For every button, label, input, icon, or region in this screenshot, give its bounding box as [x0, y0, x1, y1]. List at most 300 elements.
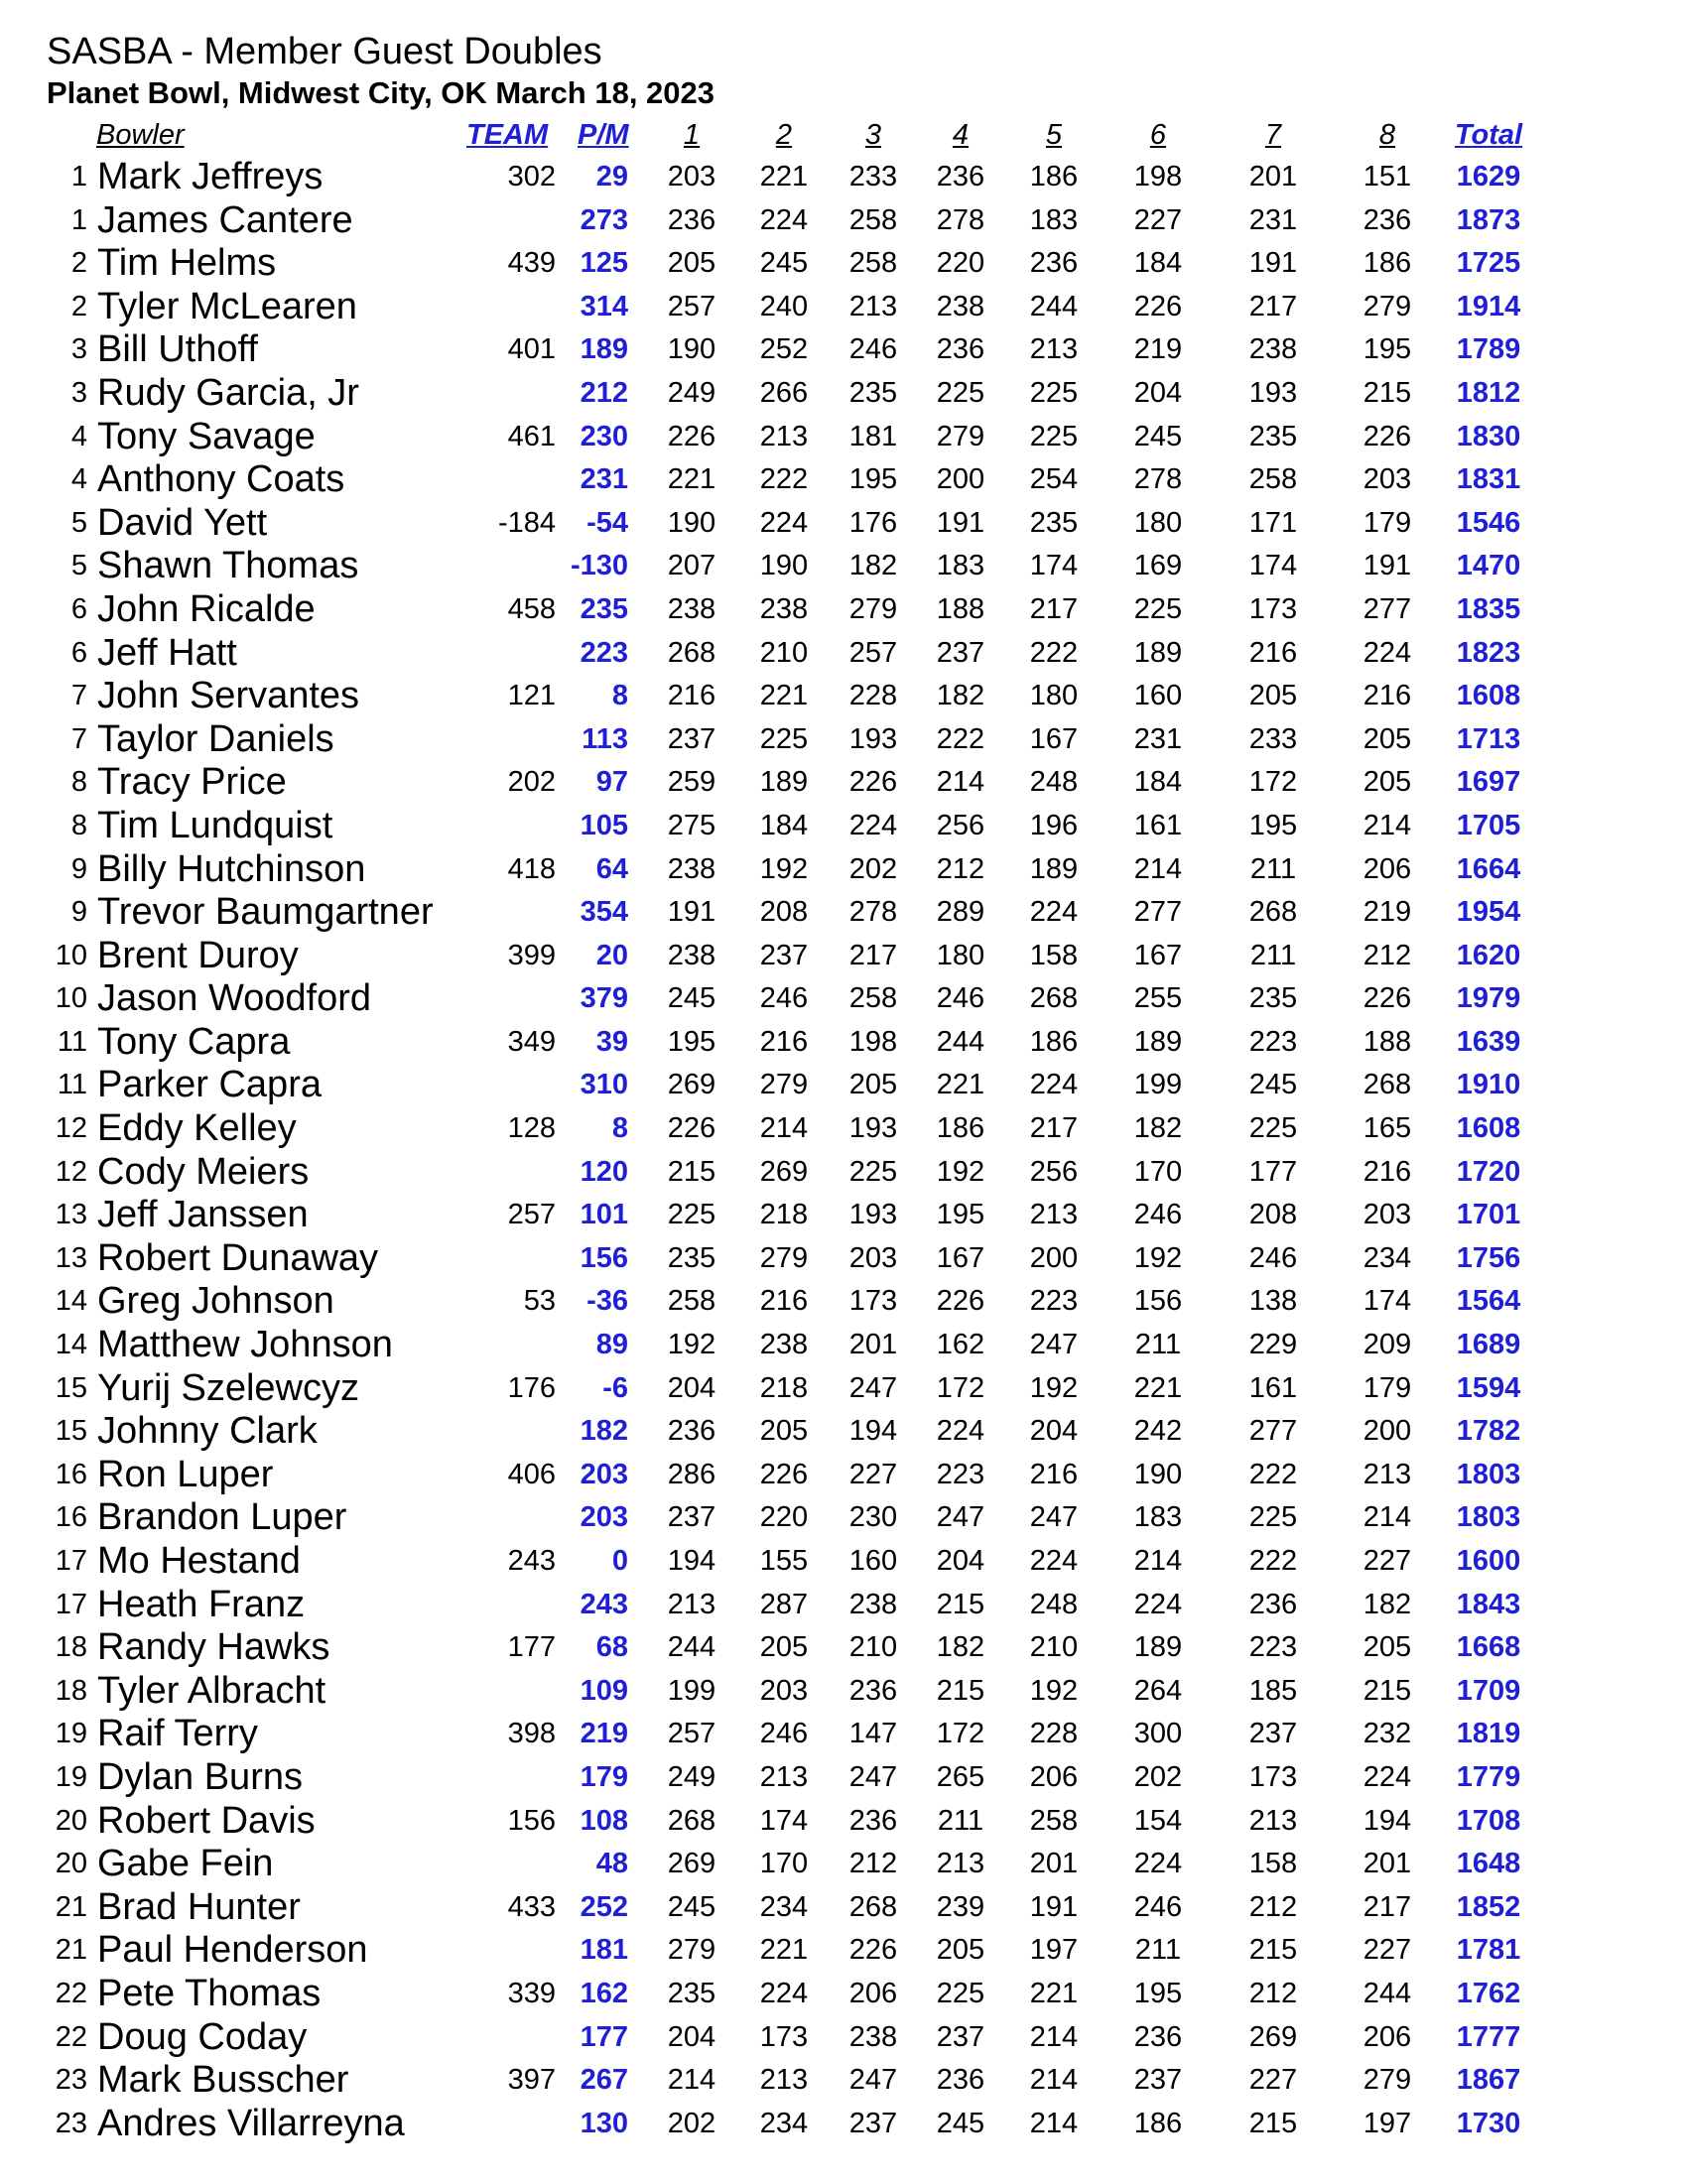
row-game-8: 151 [1363, 161, 1412, 193]
row-bowler-name: Heath Franz [97, 1583, 306, 1625]
row-total: 1709 [1456, 1674, 1521, 1707]
row-plus-minus: -130 [570, 550, 628, 582]
table-row [0, 458, 1688, 502]
row-game-8: 226 [1363, 982, 1412, 1015]
row-game-5: 196 [1029, 809, 1079, 841]
row-game-5: 236 [1029, 247, 1079, 280]
row-game-6: 199 [1133, 1069, 1183, 1101]
row-game-6: 204 [1133, 376, 1183, 409]
row-game-8: 209 [1363, 1329, 1412, 1361]
row-game-4: 172 [936, 1371, 985, 1404]
row-bowler-name: Matthew Johnson [97, 1324, 393, 1366]
row-bowler-name: Ron Luper [97, 1453, 274, 1495]
row-game-6: 221 [1133, 1371, 1183, 1404]
table-row [0, 1151, 1688, 1195]
row-team-score: 302 [507, 161, 556, 193]
row-game-8: 195 [1363, 333, 1412, 366]
row-bowler-name: Shawn Thomas [97, 545, 359, 587]
row-game-4: 221 [936, 1069, 985, 1101]
row-game-6: 202 [1133, 1760, 1183, 1793]
row-game-7: 174 [1248, 550, 1298, 582]
row-game-5: 248 [1029, 1588, 1079, 1620]
row-total: 1812 [1456, 376, 1521, 409]
table-row [0, 761, 1688, 805]
row-total: 1843 [1456, 1588, 1521, 1620]
row-game-2: 238 [759, 1329, 809, 1361]
row-plus-minus: 230 [580, 420, 628, 452]
row-game-8: 201 [1363, 1848, 1412, 1880]
row-place: 18 [55, 1674, 87, 1707]
row-game-7: 195 [1248, 809, 1298, 841]
row-game-7: 237 [1248, 1718, 1298, 1750]
row-game-7: 245 [1248, 1069, 1298, 1101]
row-bowler-name: Mark Busscher [97, 2059, 349, 2102]
row-bowler-name: Brent Duroy [97, 934, 299, 976]
row-game-3: 237 [848, 2107, 898, 2139]
row-total: 1705 [1456, 809, 1521, 841]
row-game-5: 158 [1029, 939, 1079, 971]
row-game-2: 224 [759, 1977, 809, 2009]
header-pm: P/M [578, 119, 629, 151]
row-game-4: 183 [936, 550, 985, 582]
document-title: SASBA - Member Guest Doubles [47, 31, 602, 72]
row-bowler-name: Billy Hutchinson [97, 847, 366, 890]
row-team-score: 458 [507, 592, 556, 625]
row-game-3: 278 [848, 896, 898, 929]
row-game-8: 268 [1363, 1069, 1412, 1101]
row-place: 2 [70, 290, 87, 322]
row-game-6: 161 [1133, 809, 1183, 841]
row-game-1: 214 [667, 2064, 716, 2097]
row-bowler-name: Greg Johnson [97, 1280, 334, 1323]
row-plus-minus: 108 [580, 1804, 628, 1837]
row-team-score: 53 [523, 1285, 556, 1318]
row-game-7: 233 [1248, 722, 1298, 755]
row-game-6: 182 [1133, 1112, 1183, 1145]
row-game-5: 214 [1029, 2020, 1079, 2053]
row-bowler-name: Paul Henderson [97, 1929, 368, 1972]
table-row [0, 891, 1688, 935]
row-total: 1713 [1456, 722, 1521, 755]
row-plus-minus: 156 [580, 1241, 628, 1274]
row-game-1: 245 [667, 1890, 716, 1923]
row-game-5: 180 [1029, 680, 1079, 712]
row-game-8: 174 [1363, 1285, 1412, 1318]
row-game-6: 236 [1133, 2020, 1183, 2053]
row-plus-minus: 113 [582, 722, 628, 755]
row-game-3: 279 [848, 592, 898, 625]
row-game-4: 223 [936, 1458, 985, 1490]
row-game-3: 181 [848, 420, 898, 452]
row-plus-minus: 231 [580, 463, 628, 496]
row-game-5: 214 [1029, 2107, 1079, 2139]
row-game-2: 266 [759, 376, 809, 409]
row-game-7: 177 [1248, 1155, 1298, 1188]
row-game-1: 268 [667, 636, 716, 669]
row-game-3: 227 [848, 1458, 898, 1490]
row-game-7: 225 [1248, 1501, 1298, 1534]
row-game-4: 246 [936, 982, 985, 1015]
row-game-5: 206 [1029, 1760, 1079, 1793]
row-game-8: 224 [1363, 1760, 1412, 1793]
row-game-8: 279 [1363, 2064, 1412, 2097]
row-plus-minus: 101 [580, 1199, 628, 1231]
row-game-2: 245 [759, 247, 809, 280]
row-total: 1546 [1456, 506, 1521, 539]
row-total: 1782 [1456, 1415, 1521, 1448]
row-place: 23 [55, 2064, 87, 2097]
row-game-4: 188 [936, 592, 985, 625]
row-total: 1608 [1456, 1112, 1521, 1145]
row-place: 15 [55, 1371, 87, 1404]
row-plus-minus: 354 [580, 896, 628, 929]
row-game-6: 170 [1133, 1155, 1183, 1188]
row-game-3: 173 [848, 1285, 898, 1318]
row-game-4: 224 [936, 1415, 985, 1448]
row-game-6: 214 [1133, 852, 1183, 885]
row-bowler-name: Brad Hunter [97, 1885, 301, 1928]
row-plus-minus: 68 [595, 1631, 628, 1664]
row-game-6: 246 [1133, 1890, 1183, 1923]
row-bowler-name: Tracy Price [97, 761, 287, 804]
row-total: 1762 [1456, 1977, 1521, 2009]
row-game-7: 229 [1248, 1329, 1298, 1361]
row-plus-minus: 29 [595, 161, 628, 193]
row-team-score: 406 [507, 1458, 556, 1490]
row-game-3: 236 [848, 1674, 898, 1707]
row-game-3: 238 [848, 2020, 898, 2053]
row-team-score: 177 [507, 1631, 556, 1664]
table-row [0, 328, 1688, 372]
row-game-6: 225 [1133, 592, 1183, 625]
row-total: 1564 [1456, 1285, 1521, 1318]
row-plus-minus: 48 [595, 1848, 628, 1880]
row-game-2: 216 [759, 1285, 809, 1318]
row-game-6: 154 [1133, 1804, 1183, 1837]
row-game-3: 224 [848, 809, 898, 841]
row-bowler-name: Rudy Garcia, Jr [97, 371, 359, 414]
row-game-7: 246 [1248, 1241, 1298, 1274]
row-bowler-name: Trevor Baumgartner [97, 891, 434, 934]
row-game-8: 216 [1363, 680, 1412, 712]
row-plus-minus: 120 [580, 1155, 628, 1188]
row-bowler-name: Robert Dunaway [97, 1236, 379, 1279]
row-total: 1701 [1456, 1199, 1521, 1231]
row-bowler-name: Anthony Coats [97, 458, 345, 501]
row-plus-minus: -36 [586, 1285, 628, 1318]
row-plus-minus: 105 [580, 809, 628, 841]
row-game-5: 221 [1029, 1977, 1079, 2009]
row-game-1: 190 [667, 506, 716, 539]
row-game-7: 215 [1248, 2107, 1298, 2139]
row-game-8: 205 [1363, 1631, 1412, 1664]
row-total: 1697 [1456, 766, 1521, 799]
header-game-7: 7 [1264, 119, 1282, 151]
row-game-7: 172 [1248, 766, 1298, 799]
row-game-2: 205 [759, 1631, 809, 1664]
row-game-2: 213 [759, 420, 809, 452]
row-game-1: 204 [667, 1371, 716, 1404]
row-game-3: 194 [848, 1415, 898, 1448]
row-game-6: 169 [1133, 550, 1183, 582]
row-bowler-name: Tim Lundquist [97, 804, 333, 846]
row-game-4: 182 [936, 1631, 985, 1664]
row-game-2: 224 [759, 506, 809, 539]
row-plus-minus: 310 [580, 1069, 628, 1101]
row-game-5: 248 [1029, 766, 1079, 799]
row-game-2: 155 [759, 1545, 809, 1577]
row-total: 1639 [1456, 1025, 1521, 1058]
row-place: 4 [70, 463, 87, 496]
row-bowler-name: Doug Coday [97, 2015, 308, 2058]
row-game-5: 225 [1029, 376, 1079, 409]
row-game-3: 226 [848, 1934, 898, 1967]
row-bowler-name: Cody Meiers [97, 1150, 310, 1193]
row-game-1: 195 [667, 1025, 716, 1058]
row-game-7: 269 [1248, 2020, 1298, 2053]
row-bowler-name: John Ricalde [97, 587, 316, 630]
row-place: 20 [55, 1804, 87, 1837]
row-game-2: 210 [759, 636, 809, 669]
row-place: 9 [70, 896, 87, 929]
row-bowler-name: Tyler Albracht [97, 1669, 326, 1712]
row-game-3: 206 [848, 1977, 898, 2009]
row-game-1: 235 [667, 1241, 716, 1274]
row-game-8: 188 [1363, 1025, 1412, 1058]
row-game-5: 225 [1029, 420, 1079, 452]
header-game-1: 1 [683, 119, 701, 151]
table-row [0, 588, 1688, 632]
row-total: 1789 [1456, 333, 1521, 366]
row-plus-minus: 109 [580, 1674, 628, 1707]
row-game-4: 236 [936, 2064, 985, 2097]
row-game-6: 195 [1133, 1977, 1183, 2009]
table-row [0, 1843, 1688, 1886]
row-game-4: 265 [936, 1760, 985, 1793]
row-game-1: 203 [667, 161, 716, 193]
row-total: 1852 [1456, 1890, 1521, 1923]
row-plus-minus: 64 [595, 852, 628, 885]
row-game-1: 225 [667, 1199, 716, 1231]
row-game-1: 279 [667, 1934, 716, 1967]
row-game-1: 236 [667, 1415, 716, 1448]
row-game-8: 205 [1363, 722, 1412, 755]
row-game-1: 226 [667, 1112, 716, 1145]
row-place: 14 [55, 1329, 87, 1361]
row-place: 3 [70, 333, 87, 366]
row-game-7: 185 [1248, 1674, 1298, 1707]
row-game-1: 226 [667, 420, 716, 452]
row-place: 19 [55, 1760, 87, 1793]
row-place: 4 [70, 420, 87, 452]
row-game-5: 247 [1029, 1329, 1079, 1361]
row-place: 6 [70, 636, 87, 669]
row-game-7: 258 [1248, 463, 1298, 496]
row-place: 10 [55, 982, 87, 1015]
row-game-6: 237 [1133, 2064, 1183, 2097]
table-row [0, 1410, 1688, 1454]
table-row [0, 1496, 1688, 1540]
row-game-7: 222 [1248, 1458, 1298, 1490]
row-total: 1756 [1456, 1241, 1521, 1274]
row-game-5: 235 [1029, 506, 1079, 539]
row-game-3: 247 [848, 2064, 898, 2097]
header-total: Total [1454, 119, 1523, 151]
row-game-5: 256 [1029, 1155, 1079, 1188]
row-game-3: 236 [848, 1804, 898, 1837]
row-game-4: 237 [936, 2020, 985, 2053]
row-game-2: 222 [759, 463, 809, 496]
row-game-6: 156 [1133, 1285, 1183, 1318]
row-game-3: 202 [848, 852, 898, 885]
row-game-3: 217 [848, 939, 898, 971]
row-game-2: 237 [759, 939, 809, 971]
row-game-7: 215 [1248, 1934, 1298, 1967]
table-row [0, 156, 1688, 199]
row-game-2: 190 [759, 550, 809, 582]
row-plus-minus: 130 [580, 2107, 628, 2139]
row-team-score: 202 [507, 766, 556, 799]
table-row [0, 2059, 1688, 2103]
row-game-2: 246 [759, 1718, 809, 1750]
row-place: 11 [57, 1069, 87, 1101]
row-game-8: 232 [1363, 1718, 1412, 1750]
row-bowler-name: Mark Jeffreys [97, 156, 324, 197]
row-plus-minus: 97 [595, 766, 628, 799]
row-game-4: 192 [936, 1155, 985, 1188]
row-plus-minus: 89 [595, 1329, 628, 1361]
row-plus-minus: 39 [595, 1025, 628, 1058]
row-game-5: 214 [1029, 2064, 1079, 2097]
row-bowler-name: Gabe Fein [97, 1843, 274, 1885]
row-game-8: 236 [1363, 203, 1412, 236]
row-plus-minus: 203 [580, 1501, 628, 1534]
row-game-2: 287 [759, 1588, 809, 1620]
row-game-1: 191 [667, 896, 716, 929]
row-bowler-name: Tony Savage [97, 415, 316, 457]
row-game-7: 173 [1248, 1760, 1298, 1793]
row-total: 1914 [1456, 290, 1521, 322]
table-row [0, 1800, 1688, 1844]
row-place: 17 [55, 1545, 87, 1577]
row-place: 3 [70, 376, 87, 409]
row-game-1: 249 [667, 1760, 716, 1793]
row-game-3: 247 [848, 1371, 898, 1404]
row-game-4: 195 [936, 1199, 985, 1231]
row-game-8: 224 [1363, 636, 1412, 669]
row-game-4: 215 [936, 1588, 985, 1620]
row-bowler-name: Parker Capra [97, 1064, 322, 1106]
row-game-5: 210 [1029, 1631, 1079, 1664]
row-game-7: 138 [1248, 1285, 1298, 1318]
row-game-2: 189 [759, 766, 809, 799]
row-game-5: 191 [1029, 1890, 1079, 1923]
row-game-1: 199 [667, 1674, 716, 1707]
row-plus-minus: 8 [611, 1112, 628, 1145]
row-game-3: 212 [848, 1848, 898, 1880]
row-game-3: 258 [848, 203, 898, 236]
row-game-5: 222 [1029, 636, 1079, 669]
row-bowler-name: Bill Uthoff [97, 328, 258, 371]
row-total: 1664 [1456, 852, 1521, 885]
row-game-8: 205 [1363, 766, 1412, 799]
row-plus-minus: 223 [580, 636, 628, 669]
table-row [0, 1367, 1688, 1411]
row-game-1: 269 [667, 1848, 716, 1880]
row-game-8: 217 [1363, 1890, 1412, 1923]
row-game-3: 238 [848, 1588, 898, 1620]
row-game-7: 277 [1248, 1415, 1298, 1448]
row-plus-minus: 181 [580, 1934, 628, 1967]
row-game-8: 206 [1363, 852, 1412, 885]
row-total: 1979 [1456, 982, 1521, 1015]
row-game-7: 213 [1248, 1804, 1298, 1837]
table-row [0, 2016, 1688, 2060]
row-plus-minus: -6 [602, 1371, 628, 1404]
table-row [0, 416, 1688, 459]
row-place: 5 [70, 550, 87, 582]
row-bowler-name: James Cantere [97, 198, 353, 241]
row-game-4: 162 [936, 1329, 985, 1361]
row-bowler-name: Mo Hestand [97, 1540, 301, 1582]
header-game-8: 8 [1378, 119, 1396, 151]
row-game-1: 205 [667, 247, 716, 280]
row-bowler-name: Eddy Kelley [97, 1107, 297, 1150]
row-game-6: 180 [1133, 506, 1183, 539]
row-place: 6 [70, 592, 87, 625]
row-game-5: 228 [1029, 1718, 1079, 1750]
table-row [0, 1756, 1688, 1800]
row-game-8: 279 [1363, 290, 1412, 322]
header-team: TEAM [466, 119, 549, 151]
row-place: 8 [70, 766, 87, 799]
row-bowler-name: Andres Villarreyna [97, 2102, 405, 2144]
row-bowler-name: Raif Terry [97, 1713, 258, 1755]
row-game-7: 227 [1248, 2064, 1298, 2097]
document-subtitle: Planet Bowl, Midwest City, OK March 18, 2023 [47, 75, 715, 110]
row-game-5: 186 [1029, 1025, 1079, 1058]
row-place: 18 [55, 1631, 87, 1664]
row-game-2: 252 [759, 333, 809, 366]
table-row [0, 1280, 1688, 1324]
row-game-5: 224 [1029, 1545, 1079, 1577]
row-total: 1779 [1456, 1760, 1521, 1793]
row-game-2: 221 [759, 1934, 809, 1967]
row-game-3: 246 [848, 333, 898, 366]
row-game-1: 216 [667, 680, 716, 712]
row-game-7: 158 [1248, 1848, 1298, 1880]
row-game-2: 234 [759, 2107, 809, 2139]
row-place: 23 [55, 2107, 87, 2139]
row-team-score: 399 [507, 939, 556, 971]
row-total: 1873 [1456, 203, 1521, 236]
row-game-3: 193 [848, 722, 898, 755]
row-total: 1668 [1456, 1631, 1521, 1664]
row-game-1: 237 [667, 1501, 716, 1534]
table-row [0, 1454, 1688, 1497]
row-team-score: 397 [507, 2064, 556, 2097]
row-place: 15 [55, 1415, 87, 1448]
table-row [0, 977, 1688, 1021]
row-game-6: 224 [1133, 1848, 1183, 1880]
table-row [0, 1973, 1688, 2016]
table-row [0, 1324, 1688, 1367]
row-game-2: 170 [759, 1848, 809, 1880]
row-bowler-name: Dylan Burns [97, 1755, 303, 1798]
row-plus-minus: 177 [580, 2020, 628, 2053]
row-game-8: 215 [1363, 376, 1412, 409]
row-game-4: 167 [936, 1241, 985, 1274]
